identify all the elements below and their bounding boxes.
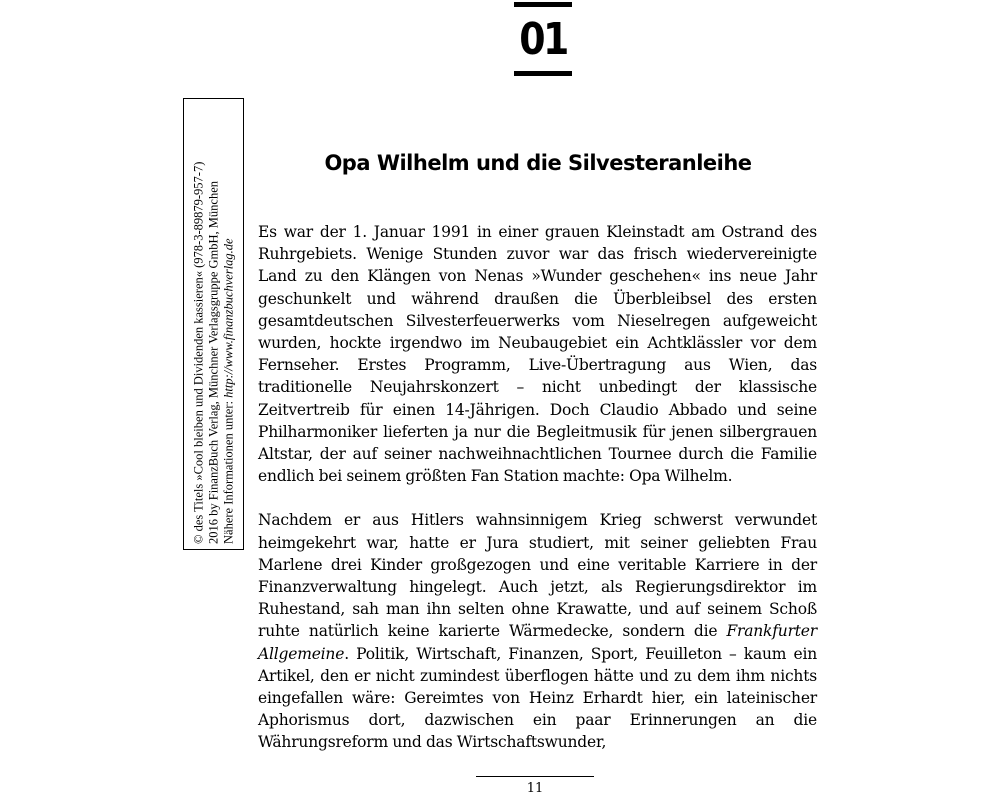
chapter-title: Opa Wilhelm und die Silvesteranleihe — [324, 151, 752, 175]
chapter-number: 01 — [519, 14, 567, 65]
chapter-body — [258, 221, 817, 754]
publisher-url-link[interactable]: http://www.finanzbuchverlag.de — [221, 238, 235, 398]
body-paragraph-2-part-1: Nachdem er aus Hitlers wahnsinnigem Krieg schwerst verwundet heimgekehrt war, hatte er Jura studiert, mit seiner geliebten Frau Marlene drei Kinder großgezogen und eine veritable Karriere in der Finanzverwaltung hingelegt. Auch jetzt, als Regierungsdirektor im Ruhestand, sah man ihn selten ohne Krawatte, und auf seinem Schoß ruhte natürlich keine karierte Wärmedecke, sondern die — [258, 511, 817, 641]
copyright-notice-text — [191, 104, 236, 544]
body-paragraph-1: Es war der 1. Januar 1991 in einer grauen Kleinstadt am Ostrand des Ruhrgebiets. Wenige Stunden zuvor war das frisch wiedervereinigte Land zu den Klängen von Nenas »Wunder geschehen« ins neue Jahr geschunkelt und während draußen die Überbleibsel des ersten gesamtdeutschen Silvesterfeuerwerks vom Nieselregen aufgeweicht wurden, hockte irgendwo im Neubaugebiet ein Achtklässler vor dem Fernseher. Erstes Programm, Live-Übertragung aus Wien, das traditionelle Neujahrskonzert – nicht unbedingt der klassische Zeitvertreib für einen 14-Jährigen. Doch Claudio Abbado und seine Philharmoniker lieferten ja nur die Begleitmusik für jenen silbergrauen Altstar, der auf seiner nachweihnachtlichen Tournee durch die Familie endlich bei seinem größten Fan Station machte: Opa Wilhelm. — [258, 223, 817, 486]
newspaper-title: Frankfurter Allgemeine — [258, 622, 817, 663]
copyright-line-3 — [221, 104, 236, 544]
copyright-info-label: Nähere Informationen unter: — [221, 397, 235, 544]
chapter-bar-top — [514, 2, 572, 7]
copyright-line-2: 2016 by FinanzBuch Verlag, Münchner Verlagsgruppe GmbH, München — [206, 180, 220, 544]
copyright-notice-box — [183, 98, 244, 550]
chapter-bar-bottom — [514, 71, 572, 76]
body-paragraph-2-part-2: . Politik, Wirtschaft, Finanzen, Sport, Feuilleton – kaum ein Artikel, den er nicht zumindest überflogen hätte und zu dem ihm nichts eingefallen wäre: Gereimtes von Heinz Erhardt hier, ein lateinischer Aphorismus dort, dazwischen ein paar Erinnerungen an die Währungsreform und das Wirtschaftswunder, — [258, 644, 817, 752]
footer-rule — [476, 776, 594, 777]
body-paragraph-2 — [258, 509, 817, 753]
chapter-number-block — [514, 2, 572, 76]
page-number: 11 — [526, 781, 544, 796]
copyright-line-1: © des Titels »Cool bleiben und Dividenden kassieren« (978-3-89879-957-7) — [191, 161, 205, 544]
